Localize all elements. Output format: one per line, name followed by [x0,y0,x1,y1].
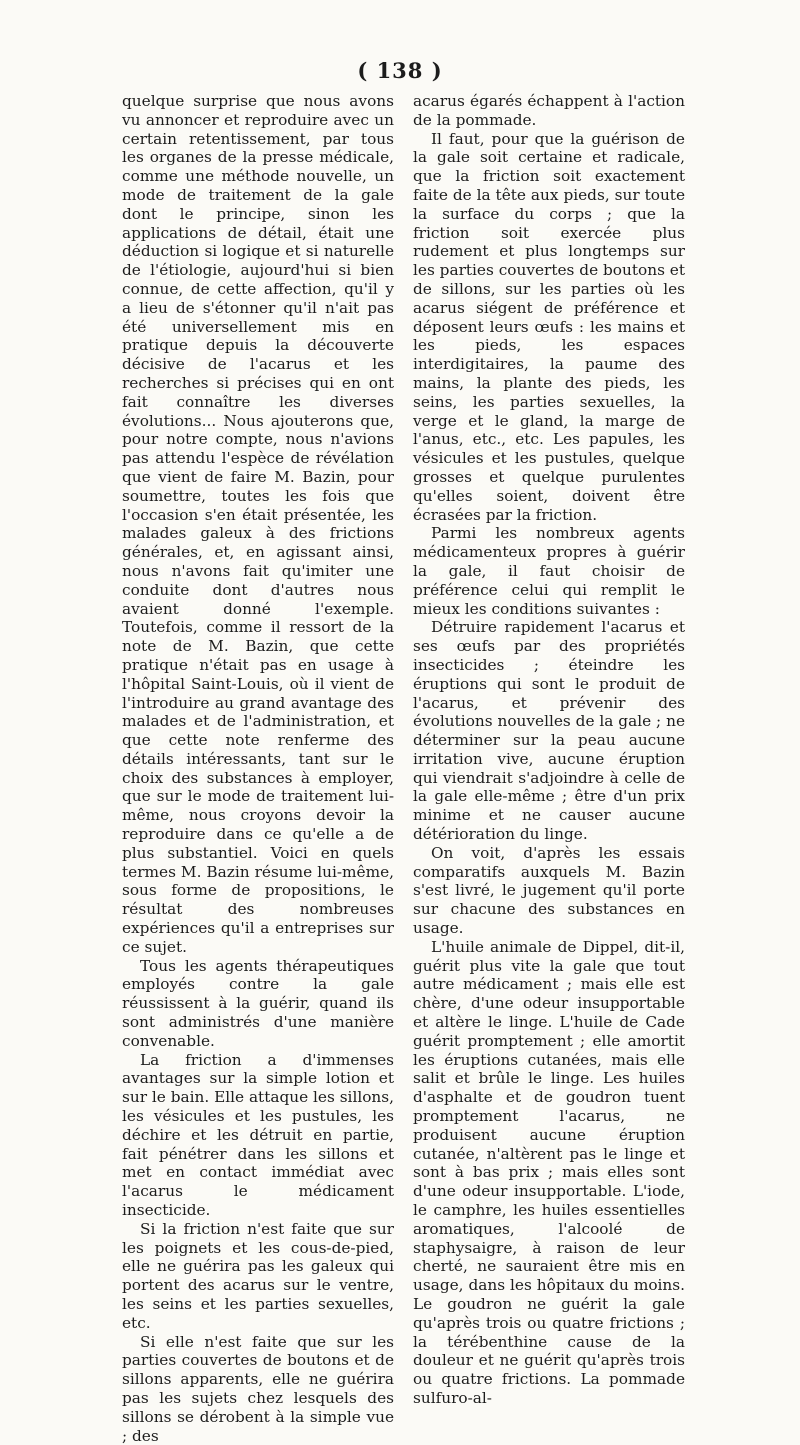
paragraph: L'huile animale de Dippel, dit-il, guérit plus vite la gale que tout autre médicament ; mais elle est chère, d'une odeur insupportable et altère le linge. L'huile de Cade guérit promptement ; elle amortit les éruptions cutanées, mais elle salit et brûle le linge. Les huiles d'asphalte et de goudron tuent promptement l'acarus, ne produisent aucune éruption cutanée, n'altèrent pas le linge et sont à bas prix ; mais elles sont d'une odeur insupportable. L'iode, le camphre, les huiles essentielles aromatiques, l'alcoolé de staphysaigre, à raison de leur cherté, ne sauraient être mis en usage, dans les hôpitaux du moins. Le goudron ne guérit la gale qu'après trois ou quatre frictions ; la térébenthine cause de la douleur et ne guérit qu'après trois ou quatre frictions. La pommade sulfuro-al- [413,937,685,1407]
paragraph: Parmi les nombreux agents médicamenteux propres à guérir la gale, il faut choisir de préférence celui qui remplit le mieux les conditions suivantes : [413,524,685,618]
paragraph: La friction a d'immenses avantages sur la simple lotion et sur le bain. Elle attaque les sillons, les vésicules et les pustules, les déchire et les détruit en partie, fait pénétrer dans les sillons et met en contact immédiat avec l'acarus le médicament insecticide. [122,1050,394,1220]
right-column [413,92,685,1408]
paragraph: Si elle n'est faite que sur les parties couvertes de boutons et de sillons apparents, elle ne guérira pas les sujets chez lesquels des sillons se dérobent à la simple vue ; des [122,1332,394,1445]
page-number: ( 138 ) [357,58,443,83]
paragraph: quelque surprise que nous avons vu annoncer et reproduire avec un certain retentissement, par tous les organes de la presse médicale, comme une méthode nouvelle, un mode de traitement de la gale dont le principe, sinon les applications de détail, était une déduction si logique et si naturelle de l'étiologie, aujourd'hui si bien connue, de cette affection, qu'il y a lieu de s'étonner qu'il n'ait pas été universellement mis en pratique depuis la découverte décisive de l'acarus et les recherches si précises qui en ont fait connaître les diverses évolutions... Nous ajouterons que, pour notre compte, nous n'avions pas attendu l'espèce de révélation que vient de faire M. Bazin, pour soumettre, toutes les fois que l'occasion s'en était présentée, les malades galeux à des frictions générales, et, en agissant ainsi, nous n'avons fait qu'imiter une conduite dont d'autres nous avaient donné l'exemple. Toutefois, comme il ressort de la note de M. Bazin, que cette pratique n'était pas en usage à l'hôpital Saint-Louis, où il vient de l'introduire au grand avantage des malades et de l'administration, et que cette note renferme des détails intéressants, tant sur le choix des substances à employer, que sur le mode de traitement lui-même, nous croyons devoir la reproduire dans ce qu'elle a de plus substantiel. Voici en quels termes M. Bazin résume lui-même, sous forme de propositions, le résultat des nombreuses expériences qu'il a entreprises sur ce sujet. [122,92,394,956]
paragraph: acarus égarés échappent à l'action de la pommade. [413,92,685,129]
paragraph: Si la friction n'est faite que sur les poignets et les cous-de-pied, elle ne guérira pas les galeux qui portent des acarus sur le ventre, les seins et les parties sexuelles, etc. [122,1219,394,1332]
paragraph: Détruire rapidement l'acarus et ses œufs par des propriétés insecticides ; éteindre les éruptions qui sont le produit de l'acarus, et prévenir des évolutions nouvelles de la gale ; ne déterminer sur la peau aucune irritation vive, aucune éruption qui viendrait s'adjoindre à celle de la gale elle-même ; être d'un prix minime et ne causer aucune détérioration du linge. [413,618,685,844]
paragraph: On voit, d'après les essais comparatifs auxquels M. Bazin s'est livré, le jugement qu'il porte sur chacune des substances en usage. [413,843,685,938]
paragraph: Tous les agents thérapeutiques employés contre la gale réussissent à la guérir, quand ils sont administrés d'une manière convenable. [122,956,394,1050]
left-column [122,92,394,1445]
paragraph: Il faut, pour que la guérison de la gale soit certaine et radicale, que la friction soit exactement faite de la tête aux pieds, sur toute la surface du corps ; que la friction soit exercée plus rudement et plus longtemps sur les parties couvertes de boutons et de sillons, sur les parties où les acarus siégent de préférence et déposent leurs œufs : les mains et les pieds, les espaces interdigitaires, la paume des mains, la plante des pieds, les seins, les parties sexuelles, la verge et le gland, la marge de l'anus, etc., etc. Les papules, les vésicules et les pustules, quelque grosses et quelque purulentes qu'elles soient, doivent être écrasées par la friction. [413,129,685,524]
